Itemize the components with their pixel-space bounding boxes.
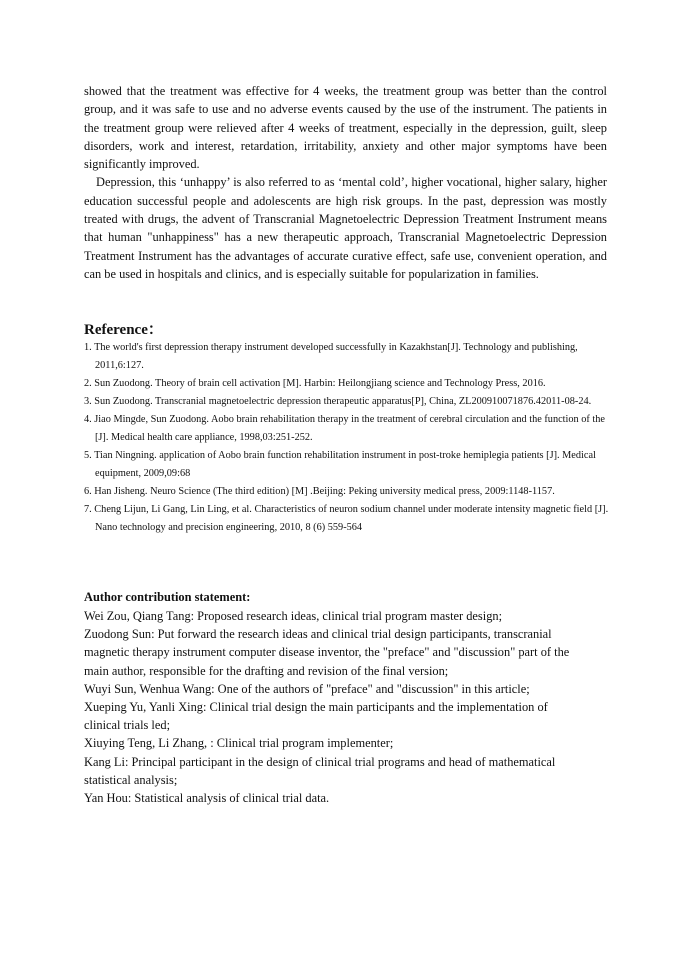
contribution-item: Xiuying Teng, Li Zhang, : Clinical trial program implementer; bbox=[84, 736, 394, 751]
body-text bbox=[84, 82, 607, 283]
reference-item: 5. Tian Ningning. application of Aobo brain function rehabilitation instrument in post-troke hemiplegia patients [J]. Medical equipment, 2009,09:68 bbox=[84, 450, 596, 479]
reference-item: 2. Sun Zuodong. Theory of brain cell activation [M]. Harbin: Heilongjiang science and Technology Press, 2016. bbox=[84, 378, 546, 389]
contribution-item: Zuodong Sun: Put forward the research ideas and clinical trial design participants, transcranial magnetic therapy instrument computer disease inventor, the "preface" and "discussion" part of the main author, responsible for the drafting and revision of the final version; bbox=[84, 627, 570, 678]
contribution-item: Yan Hou: Statistical analysis of clinical trial data. bbox=[84, 791, 330, 806]
reference-item: 7. Cheng Lijun, Li Gang, Lin Ling, et al. Characteristics of neuron sodium channel under moderate intensity magnetic field [J]. Nano technology and precision engineering, 2010, 8 (6) 559-564 bbox=[84, 504, 609, 533]
reference-item: 3. Sun Zuodong. Transcranial magnetoelectric depression therapeutic apparatus[P], China, ZL200910071876.42011-08-24. bbox=[84, 396, 592, 407]
body-paragraph-2: Depression, this ‘unhappy’ is also referred to as ‘mental cold’, higher vocational, higher salary, higher education successful people and adolescents are high risk groups. In the past, depression was mostly treated with drugs, the advent of Transcranial Magnetoelectric Depression Treatment Instrument means that human "unhappiness" has a new therapeutic approach, Transcranial Magnetoelectric Depression Treatment Instrument has the advantages of accurate curative effect, safe use, convenient operation, and can be used in hospitals and clinics, and is especially suitable for popularization in families. bbox=[84, 175, 607, 281]
body-paragraph-1: showed that the treatment was effective for 4 weeks, the treatment group was better than the control group, and it was safe to use and no adverse events caused by the use of the instrument. The patients in the treatment group were relieved after 4 weeks of treatment, especially in the depression, guilt, sleep disorders, work and interest, retardation, irritability, anxiety and other major symptoms have been significantly improved. bbox=[84, 84, 607, 172]
reference-item: 1. The world's first depression therapy instrument developed successfully in Kazakhstan[J]. Technology and publishing, 2011,6:127. bbox=[84, 342, 578, 371]
references-heading: Reference： bbox=[84, 322, 163, 338]
contribution-item: Wuyi Sun, Wenhua Wang: One of the authors of "preface" and "discussion" in this article; bbox=[84, 681, 530, 696]
contribution-item: Kang Li: Principal participant in the design of clinical trial programs and head of mathematical statistical analysis; bbox=[84, 754, 556, 787]
contribution-item: Wei Zou, Qiang Tang: Proposed research ideas, clinical trial program master design; bbox=[84, 609, 503, 623]
reference-item: 6. Han Jisheng. Neuro Science (The third edition) [M] .Beijing: Peking university medical press, 2009:1148-1157. bbox=[84, 486, 555, 497]
contribution-item: Xueping Yu, Yanli Xing: Clinical trial design the main participants and the implementation of clinical trials led; bbox=[84, 700, 548, 733]
author-contribution-heading: Author contribution statement: bbox=[84, 590, 251, 604]
references-list bbox=[84, 339, 614, 537]
reference-item: 4. Jiao Mingde, Sun Zuodong. Aobo brain rehabilitation therapy in the treatment of cerebral circulation and the function of the [J]. Medical health care appliance, 1998,03:251-252. bbox=[84, 414, 605, 443]
author-contribution-list bbox=[84, 607, 584, 807]
